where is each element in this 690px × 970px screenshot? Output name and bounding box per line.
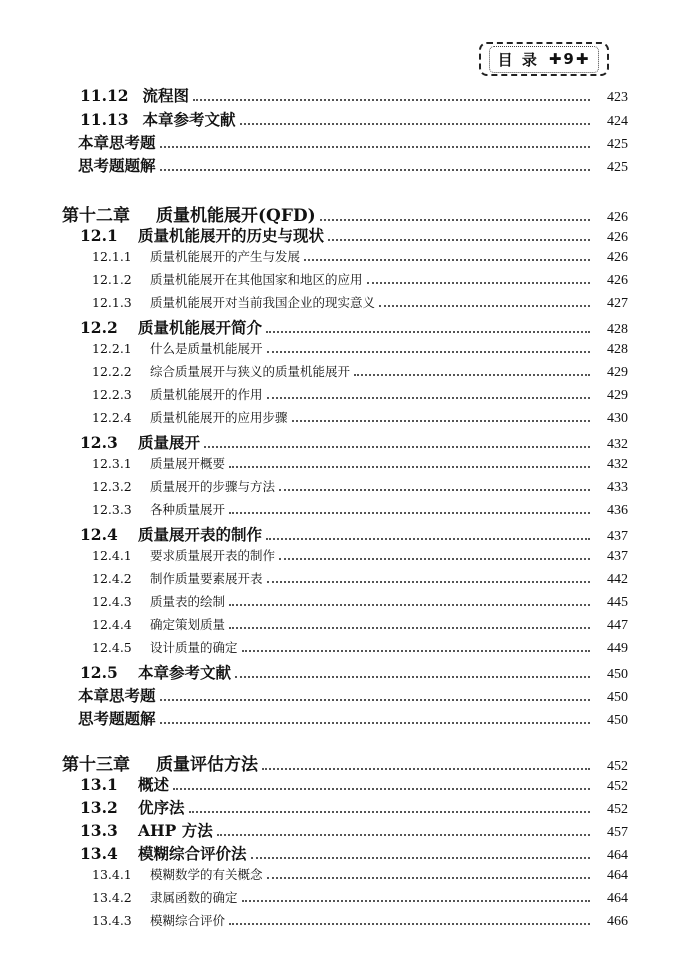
toc-entry (80, 819, 628, 841)
dot-leader (235, 675, 590, 678)
dot-leader (320, 218, 590, 221)
toc-entry-page: 464 (607, 868, 628, 883)
toc-entry-number: 12.2.4 (92, 410, 132, 425)
toc-subsection-entry (92, 888, 628, 910)
dot-leader (229, 922, 590, 925)
dot-leader (367, 281, 590, 284)
toc-entry-title: 质量表的绘制 (150, 594, 226, 609)
toc-entry-title: 思考题题解 (78, 709, 156, 728)
toc-entry (80, 796, 628, 818)
header-title: 目 录 (497, 50, 539, 69)
toc-entry-number: 13.3 (80, 821, 118, 840)
toc-subsection-entry (92, 569, 628, 591)
toc-entry (80, 224, 628, 246)
toc-subsection-entry (92, 592, 628, 614)
dot-leader (267, 876, 590, 879)
toc-entry (78, 707, 628, 729)
toc-subsection-entry (92, 865, 628, 887)
toc-entry-title: 流程图 (142, 86, 190, 105)
toc-entry-title: 质量机能展开的产生与发展 (150, 249, 301, 264)
toc-entry-page: 426 (607, 230, 628, 245)
toc-entry-number: 12.1.1 (92, 249, 132, 264)
toc-subsection-entry (92, 408, 628, 430)
toc-entry-page: 426 (607, 273, 628, 288)
toc-entry-title: 概述 (138, 775, 170, 794)
toc-subsection-entry (92, 293, 628, 315)
dot-leader (242, 899, 590, 902)
toc-subsection-entry (92, 500, 628, 522)
toc-entry-number: 12.3.2 (92, 479, 132, 494)
toc-entry-number: 13.4.3 (92, 913, 132, 928)
header-page-number: ✚9✚ (548, 50, 591, 68)
toc-entry-number: 第十二章 (62, 206, 130, 226)
toc-entry-title: 质量展开的步骤与方法 (150, 479, 276, 494)
toc-entry-page: 428 (607, 322, 628, 337)
toc-entry-title: 设计质量的确定 (150, 640, 238, 655)
dot-leader (229, 603, 590, 606)
toc-entry-title: 质量机能展开在其他国家和地区的应用 (150, 272, 363, 287)
toc-entry-title: 质量机能展开对当前我国企业的现实意义 (150, 295, 376, 310)
dot-leader (193, 98, 590, 101)
toc-entry-title: 质量机能展开的历史与现状 (138, 226, 325, 245)
dot-leader (262, 767, 590, 770)
toc-entry-title: 本章思考题 (78, 686, 156, 705)
running-header (479, 42, 609, 76)
toc-entry-title: 质量评估方法 (156, 755, 258, 775)
toc-entry-page: 437 (607, 529, 628, 544)
toc-entry-number: 12.2.3 (92, 387, 132, 402)
toc-subsection-entry (92, 615, 628, 637)
toc-entry-title: 模糊综合评价 (150, 913, 226, 928)
toc-subsection-entry (92, 270, 628, 292)
dot-leader (267, 350, 590, 353)
toc-entry-page: 432 (607, 457, 628, 472)
toc-entry-number: 12.5 (80, 663, 118, 682)
toc-entry (80, 661, 628, 683)
dot-leader (204, 445, 590, 448)
toc-entry-title: 本章参考文献 (142, 110, 236, 129)
toc-subsection-entry (92, 362, 628, 384)
toc-entry-number: 13.4 (80, 844, 118, 863)
toc-entry-page: 445 (607, 595, 628, 610)
toc-entry-page: 429 (607, 388, 628, 403)
dot-leader (160, 145, 590, 148)
toc-entry-title: 质量机能展开的应用步骤 (150, 410, 288, 425)
toc-entry-page: 428 (607, 342, 628, 357)
toc-entry-page: 452 (607, 802, 628, 817)
toc-entry-number: 12.4.2 (92, 571, 132, 586)
dot-leader (267, 580, 590, 583)
toc-entry-title: 模糊数学的有关概念 (150, 867, 263, 882)
toc-entry-title: 本章参考文献 (138, 663, 232, 682)
dot-leader (379, 304, 590, 307)
toc-entry-page: 442 (607, 572, 628, 587)
toc-entry-page: 436 (607, 503, 628, 518)
toc-entry-number: 12.2.1 (92, 341, 132, 356)
toc-entry-page: 452 (607, 759, 628, 774)
toc-entry (80, 842, 628, 864)
dot-leader (251, 856, 590, 859)
toc-subsection-entry (92, 477, 628, 499)
toc-entry-title: 确定策划质量 (150, 617, 226, 632)
dot-leader (279, 557, 590, 560)
dot-leader (229, 511, 590, 514)
toc-subsection-entry (92, 911, 628, 933)
toc-subsection-entry (92, 454, 628, 476)
toc-entry-number: 12.1.3 (92, 295, 132, 310)
toc-entry-title: 质量展开表的制作 (138, 525, 263, 544)
toc-entry-title: 质量机能展开(QFD) (156, 206, 316, 226)
toc-entry (78, 684, 628, 706)
toc-entry-number: 13.4.2 (92, 890, 132, 905)
toc-entry (78, 131, 628, 153)
toc-chapter-entry (62, 201, 628, 226)
toc-entry-number: 12.3 (80, 433, 118, 452)
toc-entry (80, 523, 628, 545)
toc-entry-page: 433 (607, 480, 628, 495)
toc-entry (80, 773, 628, 795)
toc-entry-page: 430 (607, 411, 628, 426)
toc-subsection-entry (92, 638, 628, 660)
dot-leader (160, 168, 590, 171)
toc-entry-page: 450 (607, 667, 628, 682)
toc-entry-title: 制作质量要素展开表 (150, 571, 263, 586)
toc-entry-number: 12.4.5 (92, 640, 132, 655)
dot-leader (229, 626, 590, 629)
toc-entry-page: 464 (607, 891, 628, 906)
toc-entry-page: 447 (607, 618, 628, 633)
dot-leader (217, 833, 590, 836)
dot-leader (242, 649, 590, 652)
toc-entry-number: 11.13 (80, 110, 129, 129)
toc-entry-title: 综合质量展开与狭义的质量机能展开 (150, 364, 351, 379)
toc-entry-page: 457 (607, 825, 628, 840)
toc-entry-number: 11.12 (80, 86, 129, 105)
dot-leader (328, 238, 590, 241)
toc-entry-title: 隶属函数的确定 (150, 890, 238, 905)
toc-entry-number: 12.4.4 (92, 617, 132, 632)
toc-entry-page: 466 (607, 914, 628, 929)
toc-entry-page: 424 (607, 114, 628, 129)
toc-entry (78, 154, 628, 176)
dot-leader (304, 258, 590, 261)
toc-entry-page: 429 (607, 365, 628, 380)
toc-entry (80, 431, 628, 453)
toc-entry-number: 12.1.2 (92, 272, 132, 287)
toc-entry (80, 84, 628, 106)
toc-entry-number: 12.2.2 (92, 364, 132, 379)
dot-leader (266, 330, 590, 333)
toc-entry-title: 什么是质量机能展开 (150, 341, 263, 356)
toc-entry-title: 优序法 (138, 798, 185, 817)
toc-entry-title: AHP 方法 (138, 821, 213, 840)
toc-subsection-entry (92, 385, 628, 407)
toc-entry-number: 13.1 (80, 775, 118, 794)
toc-subsection-entry (92, 339, 628, 361)
toc-entry-title: 质量机能展开的作用 (150, 387, 263, 402)
toc-entry-number: 12.4 (80, 525, 118, 544)
toc-entry (80, 108, 628, 130)
toc-entry-page: 425 (607, 137, 628, 152)
toc-entry-page: 449 (607, 641, 628, 656)
toc-subsection-entry (92, 546, 628, 568)
toc-entry-title: 各种质量展开 (150, 502, 226, 517)
toc-entry-title: 质量展开 (138, 433, 201, 452)
toc-entry-number: 12.3.3 (92, 502, 132, 517)
dot-leader (267, 396, 590, 399)
dot-leader (266, 537, 590, 540)
toc-entry-number: 第十三章 (62, 755, 130, 775)
dot-leader (292, 419, 590, 422)
toc-entry-page: 450 (607, 713, 628, 728)
dot-leader (279, 488, 590, 491)
toc-entry-title: 要求质量展开表的制作 (150, 548, 276, 563)
toc-entry (80, 316, 628, 338)
toc-entry-number: 12.3.1 (92, 456, 132, 471)
toc-entry-title: 本章思考题 (78, 133, 156, 152)
dot-leader (160, 698, 590, 701)
toc-entry-page: 425 (607, 160, 628, 175)
toc-entry-page: 464 (607, 848, 628, 863)
toc-entry-title: 思考题题解 (78, 156, 156, 175)
toc-entry-page: 437 (607, 549, 628, 564)
dot-leader (189, 810, 590, 813)
toc-entry-number: 13.4.1 (92, 867, 132, 882)
toc-entry-number: 12.1 (80, 226, 118, 245)
toc-entry-number: 12.4.3 (92, 594, 132, 609)
toc-entry-page: 427 (607, 296, 628, 311)
toc-entry-page: 426 (607, 210, 628, 225)
dot-leader (354, 373, 590, 376)
toc-chapter-entry (62, 750, 628, 775)
dot-leader (240, 122, 590, 125)
toc-entry-number: 12.2 (80, 318, 118, 337)
toc-entry-number: 12.4.1 (92, 548, 132, 563)
toc-entry-page: 432 (607, 437, 628, 452)
toc-entry-title: 质量机能展开简介 (138, 318, 263, 337)
toc-subsection-entry (92, 247, 628, 269)
toc-entry-page: 452 (607, 779, 628, 794)
toc-entry-title: 质量展开概要 (150, 456, 226, 471)
toc-entry-page: 450 (607, 690, 628, 705)
toc-entry-page: 423 (607, 90, 628, 105)
toc-entry-page: 426 (607, 250, 628, 265)
toc-entry-title: 模糊综合评价法 (138, 844, 247, 863)
dot-leader (160, 721, 590, 724)
dot-leader (173, 787, 590, 790)
dot-leader (229, 465, 590, 468)
toc-entry-number: 13.2 (80, 798, 118, 817)
